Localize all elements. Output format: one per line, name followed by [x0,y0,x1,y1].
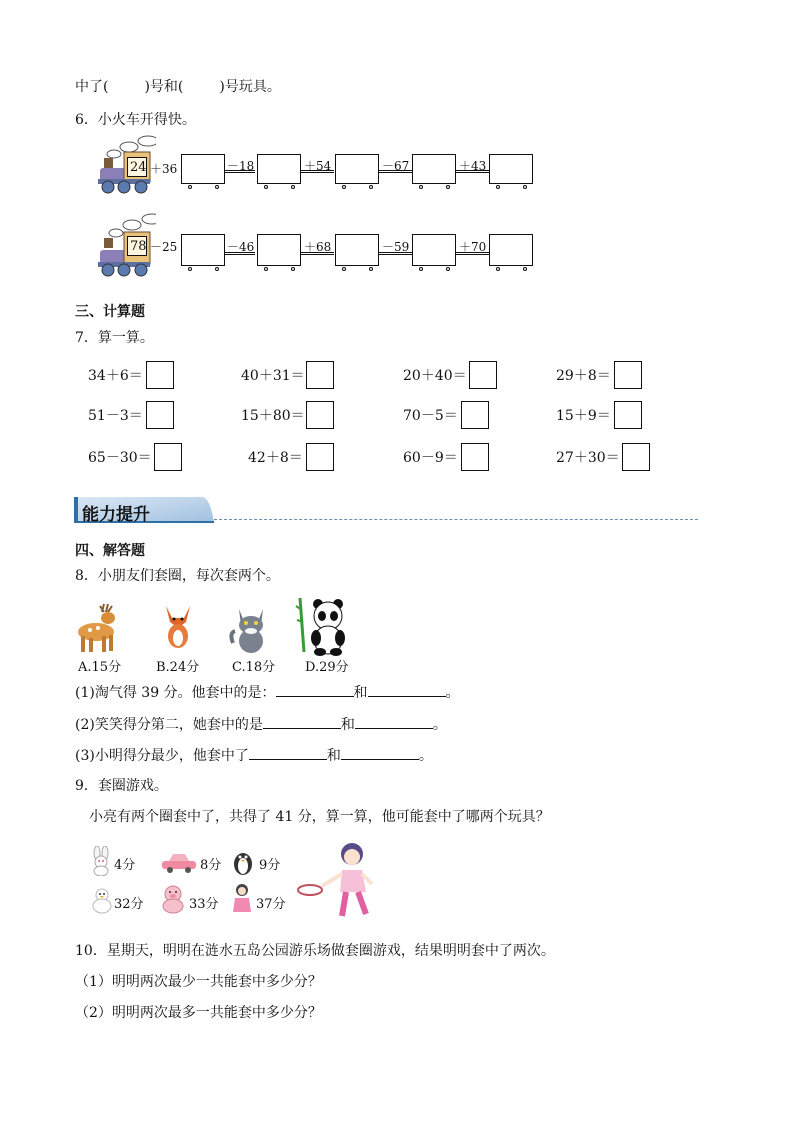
train1-op-2: －18 [227,159,255,173]
toy-label: 33分 [189,897,219,912]
q10-sub2: （2）明明两次最多一共能套中多少分？ [75,1005,322,1021]
q6-title: 6．小火车开得快。 [75,112,196,128]
top-line-prefix: 中了( [75,79,109,95]
section-3-title: 三、计算题 [75,304,145,320]
q8-sub3: (3)小明得分最少，他套中了 和 。 [75,748,433,764]
q7-answer-box[interactable] [146,401,174,429]
answer-blank[interactable] [355,715,433,729]
q7-answer-box[interactable] [154,443,182,471]
q7-answer-box[interactable] [306,401,334,429]
train2-op-3: ＋68 [304,240,332,254]
toy-label: 8分 [200,858,222,873]
q10-sub1: （1）明明两次最少一共能套中多少分？ [75,974,322,990]
train1-op-3: ＋54 [304,159,332,173]
q7-expr: 15＋80＝ [241,408,305,424]
penguin-icon [231,848,255,876]
q7-title: 7．算一算。 [75,330,154,346]
train1-car-4[interactable] [412,154,456,184]
toy-label: 4分 [114,858,136,873]
doll-icon [231,882,253,916]
train2-op-4: －59 [382,240,410,254]
panda-icon [294,596,350,658]
q7-answer-box[interactable] [306,361,334,389]
fox-icon [158,602,198,654]
q7-expr: 51－3＝ [88,408,143,424]
top-line [75,78,281,96]
q7-expr: 15＋9＝ [556,408,611,424]
q7-answer-box[interactable] [461,443,489,471]
q7-answer-box[interactable] [614,361,642,389]
q7-answer-box[interactable] [461,401,489,429]
train-1 [96,132,546,194]
girl-throwing-ring-illustration [296,840,382,922]
animal-label: D.29分 [305,660,349,675]
q7-expr: 65－30＝ [88,450,152,466]
animal-label: A.15分 [78,660,122,675]
q7-answer-box[interactable] [622,443,650,471]
deer-icon [72,600,128,656]
train2-start-number: 78 [130,239,147,254]
answer-blank[interactable] [341,746,419,760]
top-line-mid: )号和( [144,79,184,95]
answer-blank[interactable] [263,715,341,729]
car-icon [160,852,198,874]
banner-divider [214,519,698,520]
train1-car-1[interactable] [181,154,225,184]
q9-title: 9．套圈游戏。 [75,778,168,794]
q8-title: 8．小朋友们套圈，每次套两个。 [75,568,280,584]
train1-start-number: 24 [130,160,147,175]
q7-expr: 40＋31＝ [241,368,305,384]
train1-car-5[interactable] [489,154,533,184]
q7-expr: 34＋6＝ [88,368,143,384]
train2-op-2: －46 [227,240,255,254]
section-4-title: 四、解答题 [75,543,145,559]
q7-expr: 27＋30＝ [556,450,620,466]
q7-answer-box[interactable] [614,401,642,429]
train2-car-4[interactable] [412,234,456,266]
toy-label: 32分 [114,897,144,912]
q7-expr: 70－5＝ [403,408,458,424]
q7-answer-box[interactable] [469,361,497,389]
rabbit-icon [90,846,112,876]
q7-expr: 60－9＝ [403,450,458,466]
q8-sub1: (1)淘气得 39 分。他套中的是： 和 。 [75,685,460,701]
answer-blank[interactable] [276,683,354,697]
train1-op-4: －67 [382,159,410,173]
locomotive-icon [96,132,156,194]
train2-car-5[interactable] [489,234,533,266]
train2-op-5: ＋70 [459,240,487,254]
train1-car-3[interactable] [335,154,379,184]
q7-expr: 42＋8＝ [248,450,303,466]
answer-blank[interactable] [368,683,446,697]
train2-op-1: －25 [150,240,178,254]
q9-question: 小亮有两个圈套中了，共得了 41 分，算一算，他可能套中了哪两个玩具？ [89,809,550,825]
chick-icon [90,886,114,914]
answer-blank[interactable] [249,746,327,760]
pig-icon [160,884,186,914]
q7-expr: 29＋8＝ [556,368,611,384]
top-line-suffix: )号玩具。 [219,79,281,95]
toy-label: 9分 [259,858,281,873]
train2-car-2[interactable] [257,234,301,266]
q10-title: 10．星期天，明明在涟水五岛公园游乐场做套圈游戏，结果明明套中了两次。 [75,943,555,959]
train1-op-5: ＋43 [459,159,487,173]
animal-label: C.18分 [232,660,276,675]
train2-car-1[interactable] [181,234,225,266]
locomotive-icon [96,212,156,278]
train1-op-1: ＋36 [150,162,178,176]
train1-car-2[interactable] [257,154,301,184]
toy-label: 37分 [256,897,286,912]
q7-answer-box[interactable] [306,443,334,471]
animal-label: B.24分 [156,660,200,675]
ability-banner-label: 能力提升 [82,505,150,525]
q7-expr: 20＋40＝ [403,368,467,384]
cat-icon [229,603,273,655]
q7-answer-box[interactable] [146,361,174,389]
q8-sub2: (2)笑笑得分第二，她套中的是 和 。 [75,717,447,733]
train-2 [96,212,546,278]
train2-car-3[interactable] [335,234,379,266]
